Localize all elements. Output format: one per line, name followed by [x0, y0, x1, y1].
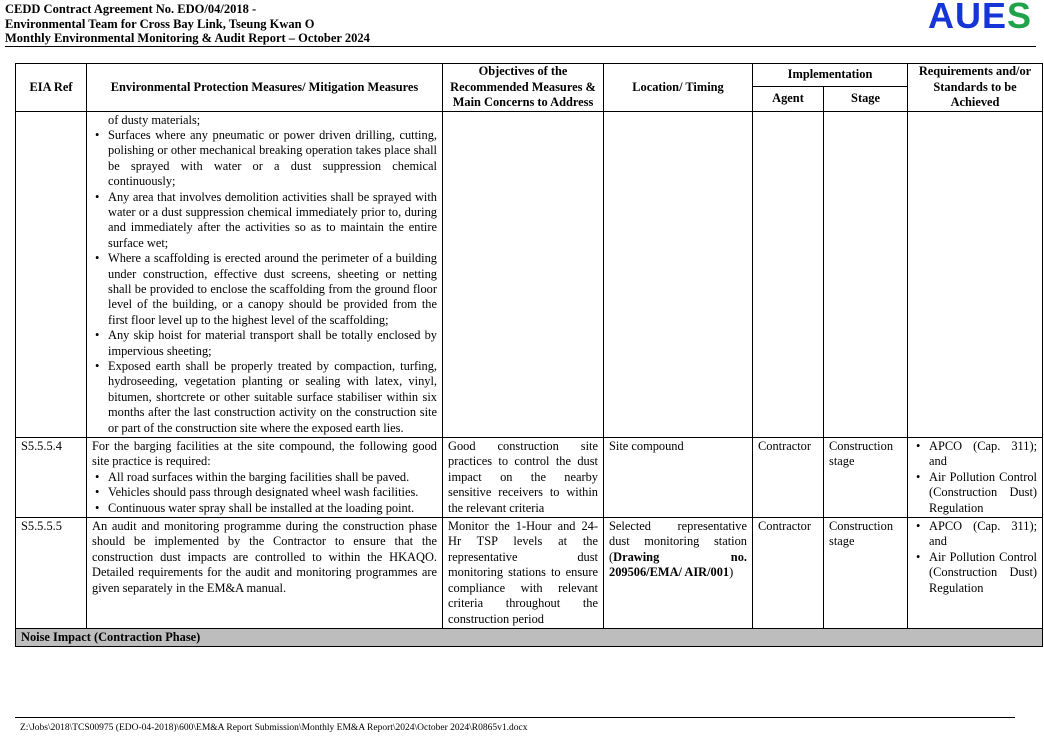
logo-letter-s: S: [1006, 0, 1032, 36]
header-team-line: Environmental Team for Cross Bay Link, Tseung Kwan O: [5, 16, 315, 31]
cell-objectives-continued: [443, 111, 604, 438]
list-item: • Any skip hoist for material transport shall be totally enclosed by impervious sheeting;: [108, 328, 437, 359]
measure-bullet-list: [92, 470, 437, 516]
list-item: • Surfaces where any pneumatic or power driven drilling, cutting, polishing or other mechanical breaking operation takes place shall be sprayed with water or a dust suppression chemical continuously;: [108, 128, 437, 190]
list-item: • Air Pollution Control (Construction Dust) Regulation: [929, 550, 1037, 596]
header-agent: Agent: [753, 87, 824, 111]
report-header: [5, 2, 370, 46]
cell-objectives: Good construction site practices to control the dust impact on the nearby sensitive receivers to within the relevant criteria: [443, 438, 604, 518]
header-requirements: Requirements and/or Standards to be Achieved: [908, 64, 1043, 112]
footer-divider: [15, 717, 1015, 718]
list-item: • Where a scaffolding is erected around the perimeter of a building under construction, effective dust screens, sheeting or netting shall be provided to enclose the scaffolding from the ground floor level of the building, or a canopy should be provided from the first floor level up to the highest level of the scaffolding;: [108, 251, 437, 328]
measure-intro: For the barging facilities at the site compound, the following good site practice is required:: [92, 439, 437, 469]
cell-eia-ref: S5.5.5.5: [16, 518, 87, 629]
cell-stage: Construction stage: [824, 518, 908, 629]
list-item: • All road surfaces within the barging facilities shall be paved.: [108, 470, 437, 485]
logo-letter-e: E: [981, 0, 1007, 36]
cell-objectives: Monitor the 1-Hour and 24-Hr TSP levels at the representative dust monitoring stations to ensure compliance with relevant criteria throughout the construction period: [443, 518, 604, 629]
list-item: • Vehicles should pass through designated wheel wash facilities.: [108, 485, 437, 500]
header-eia-ref: EIA Ref: [16, 64, 87, 112]
mitigation-measures-table: [15, 63, 1043, 647]
section-title: Noise Impact (Contraction Phase): [16, 628, 1043, 646]
aues-logo: [928, 0, 1032, 36]
cell-requirements-continued: [908, 111, 1043, 438]
cell-eia-ref: S5.5.5.4: [16, 438, 87, 518]
table-row: [16, 438, 1043, 518]
table-row-continued: [16, 111, 1043, 438]
requirements-list: [913, 519, 1037, 596]
cell-agent: Contractor: [753, 518, 824, 629]
location-close: ): [729, 565, 734, 580]
cell-stage: Construction stage: [824, 438, 908, 518]
requirements-list: [913, 439, 1037, 516]
cell-location-continued: [604, 111, 753, 438]
header-stage: Stage: [824, 87, 908, 111]
header-contract-line: CEDD Contract Agreement No. EDO/04/2018 -: [5, 2, 257, 16]
continued-lead: of dusty materials;: [108, 112, 201, 127]
cell-measures-continued: [87, 111, 443, 438]
list-item: • Exposed earth shall be properly treated by compaction, turfing, hydroseeding, vegetation planting or sealing with latex, vinyl, bitumen, shortcrete or other suitable surface stabiliser within six months after the last construction activity on the construction site or part of the construction site where the exposed earth lies.: [108, 359, 437, 436]
header-measures: Environmental Protection Measures/ Mitigation Measures: [87, 64, 443, 112]
list-item: • Any area that involves demolition activities shall be sprayed with water or a dust suppression chemical immediately prior to, during and immediately after the activities so as to maintain the entire surface wet;: [108, 190, 437, 252]
list-item: • Continuous water spray shall be installed at the loading point.: [108, 501, 437, 516]
file-path-footer: Z:\Jobs\2018\TCS00975 (EDO-04-2018)\600\EM&A Report Submission\Monthly EM&A Report\2024\October 2024\R0865v1.docx: [20, 723, 528, 733]
cell-requirements: [908, 518, 1043, 629]
header-objectives: Objectives of the Recommended Measures & Main Concerns to Address: [443, 64, 604, 112]
continued-bullet-list: [92, 128, 437, 436]
drawing-reference: Drawing no. 209506/EMA/ AIR/001: [609, 549, 747, 580]
cell-agent: Contractor: [753, 438, 824, 518]
location-text: Selected representative dust monitoring station (: [609, 519, 747, 564]
list-item: • Air Pollution Control (Construction Dust) Regulation: [929, 470, 1037, 516]
list-item: • APCO (Cap. 311); and: [929, 439, 1037, 470]
cell-location: Site compound: [604, 438, 753, 518]
header-report-line: Monthly Environmental Monitoring & Audit Report – October 2024: [5, 31, 370, 45]
logo-letter-u: U: [954, 0, 982, 36]
cell-eia-ref-continued: [16, 111, 87, 438]
table-row: [16, 518, 1043, 629]
header-divider: [5, 46, 1036, 47]
header-location: Location/ Timing: [604, 64, 753, 112]
cell-agent-continued: [753, 111, 824, 438]
cell-measures: [87, 438, 443, 518]
section-row: [16, 628, 1043, 646]
cell-location: [604, 518, 753, 629]
cell-stage-continued: [824, 111, 908, 438]
list-item: • APCO (Cap. 311); and: [929, 519, 1037, 550]
cell-requirements: [908, 438, 1043, 518]
logo-letter-a: A: [927, 0, 955, 36]
header-implementation: Implementation: [753, 64, 908, 87]
cell-measures: An audit and monitoring programme during the construction phase should be implemented by the Contractor to ensure that the construction dust impacts are controlled to within the HKAQO. Detailed requirements for the audit and monitoring programmes are given separately in the EM&A manual.: [87, 518, 443, 629]
